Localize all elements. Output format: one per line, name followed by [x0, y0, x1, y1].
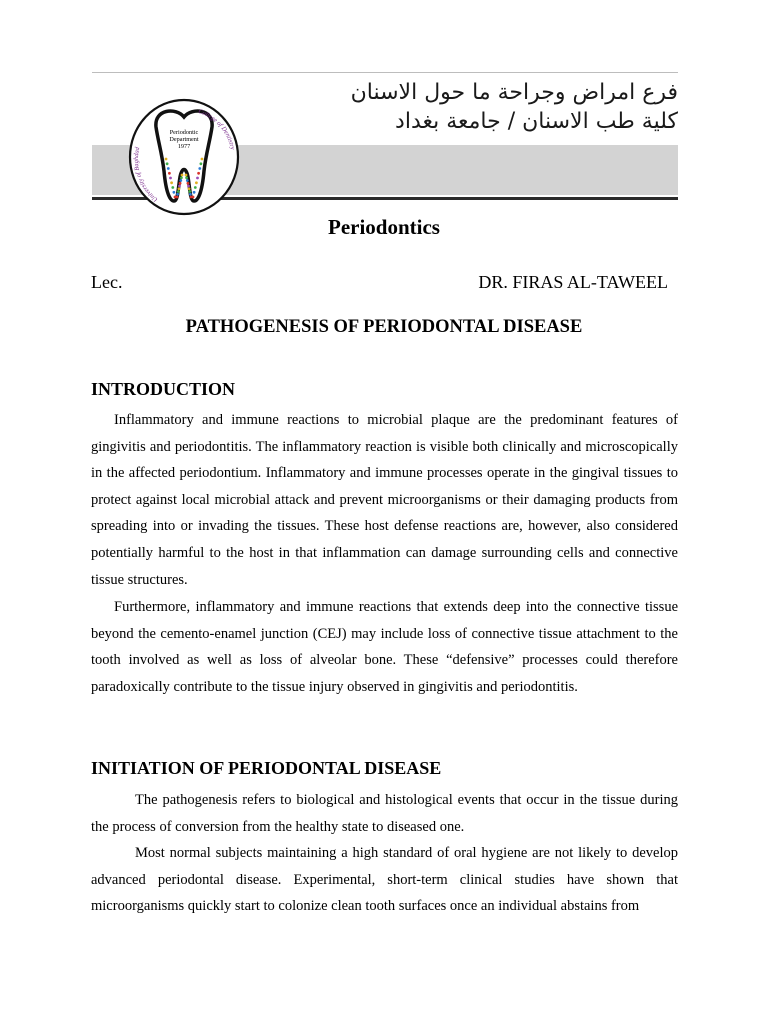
root-dot: [179, 179, 182, 182]
arabic-line-2: كلية طب الاسنان / جامعة بغداد: [395, 109, 678, 134]
root-dot: [166, 162, 169, 165]
root-dot: [196, 177, 199, 180]
logo-text-2: Department: [169, 136, 199, 143]
root-dot: [188, 190, 191, 193]
department-logo: [128, 97, 240, 217]
initiation-paragraph-1: The pathogenesis refers to biological and histological events that occur in the tissue during the process of conversion from the healthy state to diseased one.: [91, 792, 678, 835]
root-dot: [180, 176, 183, 179]
root-dot: [181, 174, 184, 177]
root-dot: [198, 167, 201, 170]
arabic-line-1: فرع امراض وجراحة ما حول الاسنان: [350, 80, 678, 105]
root-dot: [194, 186, 197, 189]
root-dot: [197, 172, 200, 175]
intro-paragraph-2: Furthermore, inflammatory and immune reactions that extends deep into the connective tissue beyond the cemento-enamel junction (CEJ) may include loss of connective tissue attachment to the tooth involved as well as loss of alveolar bone. These “defensive” processes could therefore paradoxically contribute to the tissue injury observed in gingivitis and periodontitis.: [91, 599, 678, 695]
lecture-label: Lec.: [91, 272, 123, 292]
root-dot: [169, 177, 172, 180]
root-dot: [188, 187, 191, 190]
root-dot: [185, 176, 188, 179]
root-dot: [167, 167, 170, 170]
root-dot: [170, 181, 173, 184]
root-dot: [185, 174, 188, 177]
main-title: PATHOGENESIS OF PERIODONTAL DISEASE: [185, 317, 583, 337]
root-dot: [187, 185, 190, 188]
root-dot: [186, 179, 189, 182]
logo-text-1: Periodontic: [169, 129, 199, 136]
course-title: Periodontics: [328, 215, 440, 239]
logo-ring-left-path: University of Baghdad: [132, 146, 160, 204]
header-top-rule: [92, 72, 678, 73]
root-dot: [168, 172, 171, 175]
page-header: [0, 0, 768, 215]
root-dot: [176, 196, 179, 199]
root-dot: [193, 191, 196, 194]
root-dot: [177, 190, 180, 193]
root-dot: [178, 187, 181, 190]
root-dot: [189, 193, 192, 196]
logo-text-3: 1977: [177, 143, 191, 150]
section-heading-introduction: INTRODUCTION: [91, 379, 236, 399]
root-dot: [171, 186, 174, 189]
root-dot: [179, 182, 182, 185]
root-dot: [190, 196, 193, 199]
root-dot: [165, 158, 168, 161]
root-dot: [176, 193, 179, 196]
lecturer-name: DR. FIRAS AL-TAWEEL: [478, 272, 668, 292]
root-dot: [187, 182, 190, 185]
root-dot: [200, 162, 203, 165]
section-heading-initiation: INITIATION OF PERIODONTAL DISEASE: [91, 758, 442, 778]
initiation-paragraph-2: Most normal subjects maintaining a high standard of oral hygiene are not likely to develop advanced periodontal disease. Experimental, short-term clinical studies have shown that microorganisms quickly start to colonize clean tooth surfaces once an individual abstains from: [91, 845, 678, 915]
root-dot: [201, 158, 204, 161]
root-dot: [195, 181, 198, 184]
arabic-department-header: [350, 78, 678, 144]
logo-ring-right-path: College of Dentistry: [197, 108, 237, 151]
intro-paragraph-1: Inflammatory and immune reactions to microbial plaque are the predominant features of gingivitis and periodontitis. The inflammatory reaction is visible both clinically and microscopically in the affected periodontium. Inflammatory and immune processes operate in the gingival tissues to protect against local microbial attack and prevent microorganisms or their damaging products from spreading into or invading the tissues. These host defense reactions are, however, also considered potentially harmful to the host in that inflammation can damage surrounding cells and connective tissue structures.: [91, 412, 678, 588]
root-dot: [173, 191, 176, 194]
root-dot: [178, 185, 181, 188]
